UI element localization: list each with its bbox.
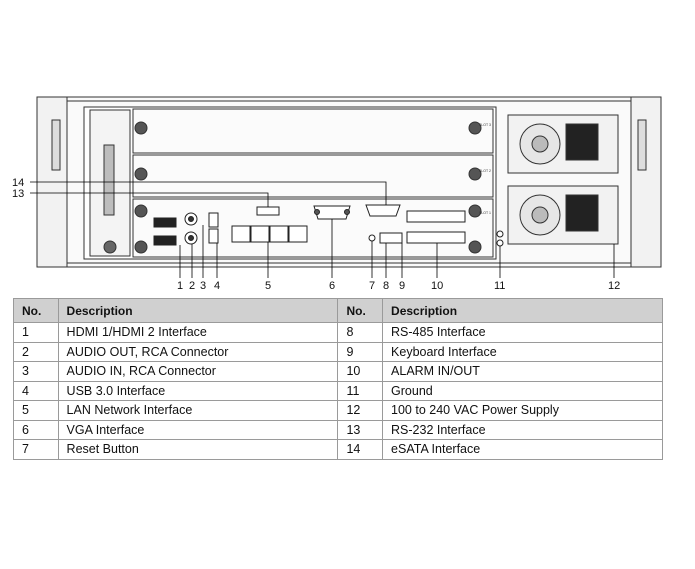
slot1-label: SLOT 1: [479, 211, 491, 215]
table-header-row: [14, 299, 663, 323]
expansion-slot-2: [133, 155, 493, 197]
callout-6: 6: [329, 280, 336, 292]
lan-ports: [232, 226, 307, 242]
header-no-right: No.: [338, 299, 383, 323]
callout-7: 7: [369, 280, 376, 292]
row-number: 10: [338, 362, 383, 382]
row-number: 14: [338, 440, 383, 460]
row-description: Reset Button: [58, 440, 338, 460]
callout-2: 2: [189, 280, 196, 292]
callout-9: 9: [399, 280, 406, 292]
table-row: [14, 440, 663, 460]
row-description: Ground: [383, 381, 663, 401]
rs485-keyboard-terminals: [380, 233, 402, 243]
row-description: Keyboard Interface: [383, 342, 663, 362]
row-description: VGA Interface: [58, 420, 338, 440]
table-row: [14, 342, 663, 362]
esata-port: [257, 207, 279, 215]
row-description: RS-485 Interface: [383, 323, 663, 343]
main-io-board: [133, 199, 493, 257]
callout-8: 8: [383, 280, 390, 292]
table-row: [14, 401, 663, 421]
row-number: 3: [14, 362, 59, 382]
row-number: 5: [14, 401, 59, 421]
callout-1: 1: [177, 280, 184, 292]
header-description-left: Description: [58, 299, 338, 323]
row-description: LAN Network Interface: [58, 401, 338, 421]
row-description: AUDIO OUT, RCA Connector: [58, 342, 338, 362]
power-supply-2: [508, 186, 618, 244]
slot2-label: SLOT 2: [479, 169, 491, 173]
row-description: ALARM IN/OUT: [383, 362, 663, 382]
row-number: 2: [14, 342, 59, 362]
callout-12: 12: [608, 280, 621, 292]
callout-11: 11: [494, 280, 506, 292]
row-number: 4: [14, 381, 59, 401]
row-number: 7: [14, 440, 59, 460]
table-row: [14, 381, 663, 401]
power-supply-1: [508, 115, 618, 173]
vga-port: [314, 206, 350, 219]
slot3-label: SLOT 3: [479, 123, 491, 127]
callout-10: 10: [431, 280, 444, 292]
row-description: AUDIO IN, RCA Connector: [58, 362, 338, 382]
table-row: [14, 323, 663, 343]
row-number: 6: [14, 420, 59, 440]
interface-legend-table: [13, 298, 663, 460]
callout-14: 14: [12, 177, 25, 189]
reset-button: [369, 235, 375, 241]
left-panel: [90, 110, 130, 256]
expansion-slot-3: [133, 109, 493, 153]
row-description: 100 to 240 VAC Power Supply: [383, 401, 663, 421]
row-description: RS-232 Interface: [383, 420, 663, 440]
row-number: 9: [338, 342, 383, 362]
row-number: 11: [338, 381, 383, 401]
header-description-right: Description: [383, 299, 663, 323]
callout-3: 3: [200, 280, 207, 292]
row-description: eSATA Interface: [383, 440, 663, 460]
table-row: [14, 420, 663, 440]
row-number: 8: [338, 323, 383, 343]
callout-5: 5: [265, 280, 272, 292]
table-row: [14, 362, 663, 382]
row-description: USB 3.0 Interface: [58, 381, 338, 401]
callout-13: 13: [12, 188, 25, 200]
callout-4: 4: [214, 280, 221, 292]
row-number: 12: [338, 401, 383, 421]
rs232-port: [366, 205, 400, 216]
row-number: 13: [338, 420, 383, 440]
row-number: 1: [14, 323, 59, 343]
row-description: HDMI 1/HDMI 2 Interface: [58, 323, 338, 343]
header-no-left: No.: [14, 299, 59, 323]
